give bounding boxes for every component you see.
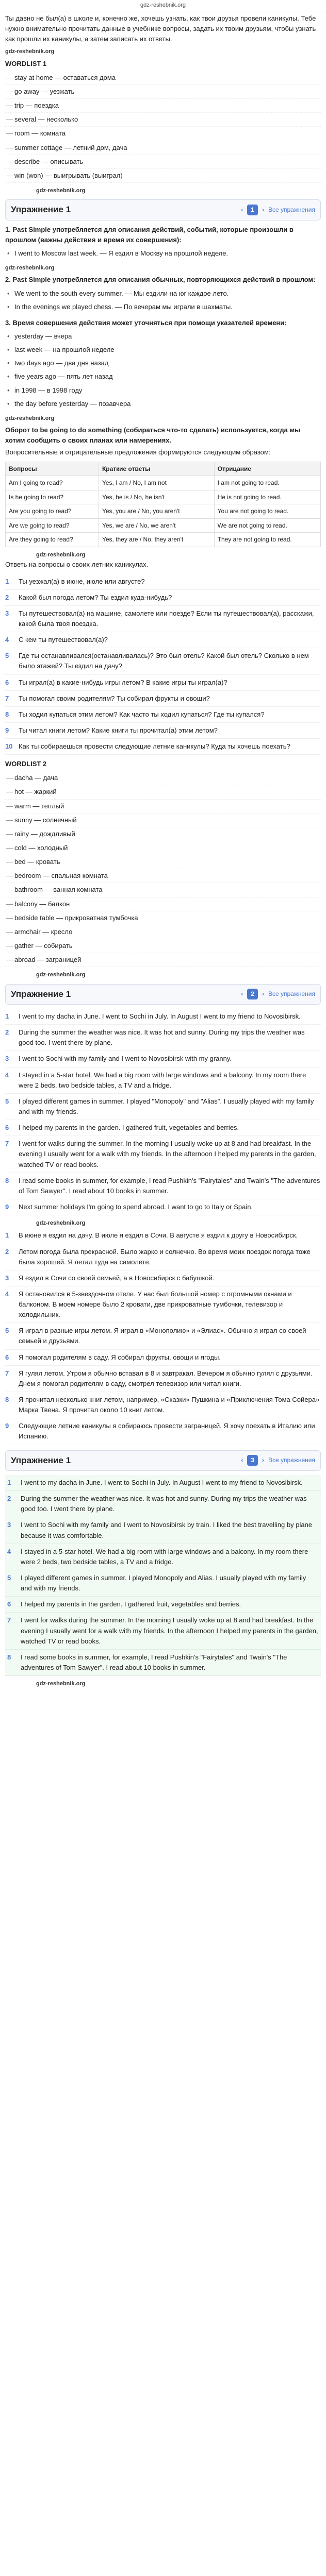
wordlist-2 [5, 771, 321, 967]
list-item: 5 I played different games in summer. I played "Monopoly" and "Alias". I usually played with my family and with my friends. [5, 1094, 321, 1120]
grammar-col-short-answers: Краткие ответы [99, 462, 214, 476]
vocab-item: — go away — уезжать [5, 85, 321, 99]
vocab-item: — abroad — заграницей [5, 953, 321, 967]
table-row [6, 533, 321, 547]
translation-text: Летом погода была прекрасной. Было жарко и солнечно. Во время моих поездок погода тоже была хорошей. Я летал туда на самолете. [19, 1247, 311, 1266]
question-text: Ты уезжал(а) в июне, июле или августе? [19, 577, 145, 585]
translation-text: Я играл в разные игры летом. Я играл в «Монополию» и «Элиас». Обычно я играл со своей семьей и друзьями. [19, 1327, 306, 1345]
rule-example: • I went to Moscow last week. — Я ездил в Москву на прошлой неделе. [5, 247, 321, 260]
vocab-item: — armchair — кресло [5, 925, 321, 939]
watermark: gdz-reshebnik.org [36, 972, 86, 978]
vocab-item: — cold — холодный [5, 841, 321, 855]
list-item: 9 Ты читал книги летом? Какие книги ты прочитал(а) этим летом? [5, 723, 321, 739]
list-item: 7 I went for walks during the summer. In the morning I usually woke up at 8 and had breakfast. In the evening I usually went for a walk with my friends. In the afternoon I helped my parents in the garden, watched TV or read books. [5, 1613, 321, 1649]
table-cell: You are not going to read. [214, 504, 320, 519]
vocab-item: — rainy — дождливый [5, 827, 321, 841]
answer-text: I went for walks during the summer. In the morning I usually woke up at 8 and had breakfast. In the evening I usually went for a walk with my friends. In the afternoon I helped my parents in the garden, watched TV or read books. [21, 1616, 318, 1645]
vocab-item: — balcony — балкон [5, 897, 321, 911]
grammar-table-header [6, 462, 321, 476]
all-exercises-link[interactable]: Все упражнения [268, 1456, 315, 1464]
translation-text: Я гулял летом. Утром я обычно вставал в 8 и завтракал. Вечером я обычно гулял с друзьями. Днем я помогал родителям в саду, смотрел телевизор или читал книги. [19, 1369, 313, 1387]
exercise-title: Упражнение 1 [11, 989, 71, 999]
question-text: Ты путешествовал(а) на машине, самолете или поезде? Если ты путешествовал(а), расскажи, какой была твоя поездка. [19, 609, 314, 628]
time-marker: • last week — на прошлой неделе [5, 343, 321, 357]
time-marker: • the day before yesterday — позавчера [5, 397, 321, 411]
list-item: 3 I went to Sochi with my family and I went to Novosibirsk with my granny. [5, 1051, 321, 1067]
vocab-item: — bedside table — прикроватная тумбочка [5, 911, 321, 925]
translations-ru-list [5, 1228, 321, 1445]
vocab-item: — hot — жаркий [5, 785, 321, 799]
vocab-item: — room — комната [5, 127, 321, 141]
exercise-title: Упражнение 1 [11, 1455, 71, 1465]
translation-text: Я остановился в 5-звездочном отеле. У нас был большой номер с огромными окнами и балконом. В моем номере было 2 кровати, две прикроватные тумбочки, телевизор и холодильник. [19, 1290, 292, 1319]
watermark: gdz-reshebnik.org [36, 1681, 86, 1687]
vocab-item: — sunny — солнечный [5, 814, 321, 827]
answer-text: I helped my parents in the garden. I gathered fruit, vegetables and berries. [21, 1600, 241, 1608]
rule-repeat-examples [5, 287, 321, 314]
table-cell: Is he going to read? [6, 490, 99, 504]
prev-arrow-icon[interactable]: ‹ [241, 206, 243, 214]
table-cell: They are not going to read. [214, 533, 320, 547]
answer-text: I stayed in a 5-star hotel. We had a big room with large windows and a balcony. In my room there were 2 beds, two bedside tables, a TV and a fridge. [19, 1071, 306, 1089]
rule-going-to-sub: Вопросительные и отрицательные предложения формируются следующим образом: [5, 448, 271, 456]
table-cell: Yes, he is / No, he isn't [99, 490, 214, 504]
list-item: 6 I helped my parents in the garden. I gathered fruit, vegetables and berries. [5, 1120, 321, 1136]
question-text: Где ты останавливался(останавливалась)? Это был отель? Какой был отель? Сколько в нем было этажей? Ты ездил на дачу? [19, 652, 309, 670]
exercise-header-1 [5, 199, 321, 220]
vocab-item: — trip — поездка [5, 99, 321, 113]
answer-text: I went to my dacha in June. I went to Sochi in July. In August I went to my friend to Novosibirsk. [21, 1478, 303, 1486]
list-item: 9 Следующие летние каникулы я собираюсь провести заграницей. Я хочу поехать в Италию или Испанию. [5, 1418, 321, 1445]
time-marker: • five years ago — пять лет назад [5, 370, 321, 383]
table-cell: Are we going to read? [6, 518, 99, 533]
translation-text: Я прочитал несколько книг летом, например, «Сказки» Пушкина и «Приключения Тома Сойера» Марка Твена. Я прочитал около 10 книг летом. [19, 1396, 320, 1414]
list-item: 4 С кем ты путешествовал(а)? [5, 632, 321, 648]
list-item: 4 I stayed in a 5-star hotel. We had a big room with large windows and a balcony. In my room there were 2 beds, two bedside tables, a TV and a fridge. [5, 1544, 321, 1570]
list-item: 5 Я играл в разные игры летом. Я играл в «Монополию» и «Элиас». Обычно я играл со своей семьей и друзьями. [5, 1323, 321, 1349]
vocab-item: — bedroom — спальная комната [5, 869, 321, 883]
list-item: 3 Ты путешествовал(а) на машине, самолете или поезде? Если ты путешествовал(а), расскажи, какой была твоя поездка. [5, 606, 321, 632]
question-text: Как ты собираешься провести следующие летние каникулы? Куда ты хочешь поехать? [19, 742, 290, 751]
exercise-header-3 [5, 1450, 321, 1471]
answer-text: I went to Sochi with my family and I went to Novosibirsk with my granny. [19, 1055, 232, 1063]
answer-text: I went to Sochi with my family and I went to Novosibirsk by train. I liked the best travelling by plane because it was comfortable. [21, 1521, 313, 1539]
questions-list [5, 574, 321, 755]
vocab-item: — several — несколько [5, 113, 321, 127]
list-item: 8 I read some books in summer, for example, I read Pushkin's "Fairytales" and Twain's "The adventures of Tom Sawyer". I read about 10 books in summer. [5, 1650, 321, 1676]
time-marker: • two days ago — два дня назад [5, 357, 321, 370]
table-cell: Yes, you are / No, you aren't [99, 504, 214, 519]
question-text: Ты ходил купаться этим летом? Как часто ты ходил купаться? Где ты купался? [19, 710, 265, 718]
exercise-number[interactable]: 2 [247, 989, 258, 999]
answers-en-repeat-list [5, 1475, 321, 1676]
rule-time-markers [5, 330, 321, 411]
rule-example: • In the evenings we played chess. — По вечерам мы играли в шахматы. [5, 300, 321, 314]
next-arrow-icon[interactable]: › [262, 1456, 264, 1464]
all-exercises-link[interactable]: Все упражнения [268, 206, 315, 214]
table-row [6, 504, 321, 519]
questions-intro: Ответь на вопросы о своих летних каникулах. [5, 561, 149, 569]
vocab-item: — bed — кровать [5, 855, 321, 869]
table-cell: Yes, I am / No, I am not [99, 476, 214, 490]
answer-text: I went for walks during the summer. In the morning I usually woke up at 8 and had breakfast. In the evening I usually went for a walk with my friends. In the afternoon I helped my parents in the garden, watched TV or read books. [19, 1140, 316, 1168]
next-arrow-icon[interactable]: › [262, 990, 264, 998]
question-text: Ты помогал своим родителям? Ты собирал фрукты и овощи? [19, 694, 210, 702]
wordlist-1-title: WORDLIST 1 [5, 59, 47, 67]
list-item: 2 Какой был погода летом? Ты ездил куда-нибудь? [5, 590, 321, 606]
wordlist-2-title: WORDLIST 2 [5, 760, 47, 768]
table-cell: Are they going to read? [6, 533, 99, 547]
list-item: 2 During the summer the weather was nice. It was hot and sunny. During my trips the weather was good too. I went there by plane. [5, 1025, 321, 1051]
grammar-col-questions: Вопросы [6, 462, 99, 476]
grammar-table [5, 462, 321, 548]
table-row [6, 476, 321, 490]
list-item: 8 Ты ходил купаться этим летом? Как часто ты ходил купаться? Где ты купался? [5, 707, 321, 723]
exercise-number[interactable]: 3 [247, 1455, 258, 1466]
list-item: 7 Ты помогал своим родителям? Ты собирал фрукты и овощи? [5, 691, 321, 707]
list-item: 8 Я прочитал несколько книг летом, например, «Сказки» Пушкина и «Приключения Тома Сойера» Марка Твена. Я прочитал около 10 книг летом. [5, 1392, 321, 1418]
translation-text: В июне я ездил на дачу. В июле я ездил в Сочи. В августе я ездил к другу в Новосибирск. [19, 1231, 298, 1240]
list-item: 4 Я остановился в 5-звездочном отеле. У нас был большой номер с огромными окнами и балконом. В моем номере было 2 кровати, две прикроватные тумбочки, телевизор и холодильник. [5, 1286, 321, 1323]
vocab-item: — gather — собирать [5, 939, 321, 953]
question-text: Какой был погода летом? Ты ездил куда-нибудь? [19, 593, 172, 601]
vocab-item: — warm — теплый [5, 800, 321, 814]
list-item: 1 В июне я ездил на дачу. В июле я ездил в Сочи. В августе я ездил к другу в Новосибирск. [5, 1228, 321, 1244]
translation-text: Я помогал родителям в саду. Я собирал фрукты, овощи и ягоды. [19, 1353, 221, 1361]
rule-past-simple-head: 1. Past Simple употребляется для описания действий, событий, которые произошли в прошлом (важны действия и время их совершения): [5, 225, 294, 244]
rule-going-to-head: Оборот to be going to do something (собираться что-то сделать) используется, когда мы хотим сообщить о своих планах или намерениях. [5, 426, 301, 445]
exercise-nav [241, 205, 315, 215]
rule-repeat-head: 2. Past Simple употребляется для описания обычных, повторяющихся действий в прошлом: [5, 276, 316, 284]
answer-text: I read some books in summer, for example, I read Pushkin's "Fairytales" and Twain's "The adventures of Tom Sawyer". I read about 10 books in summer. [21, 1653, 287, 1671]
watermark: gdz-reshebnik.org [5, 48, 55, 55]
list-item: 7 I went for walks during the summer. In the morning I usually woke up at 8 and had breakfast. In the evening I usually went for a walk with my friends. In the afternoon I helped my parents in the garden, watched TV or read books. [5, 1136, 321, 1173]
list-item: 4 I stayed in a 5-star hotel. We had a big room with large windows and a balcony. In my room there were 2 beds, two bedside tables, a TV and a fridge. [5, 1067, 321, 1094]
question-text: С кем ты путешествовал(а)? [19, 636, 108, 644]
time-marker: • yesterday — вчера [5, 330, 321, 343]
watermark: gdz-reshebnik.org [36, 552, 86, 558]
answer-text: I read some books in summer, for example, I read Pushkin's "Fairytales" and Twain's "The adventures of Tom Sawyer". I read about 10 books in summer. [19, 1176, 320, 1195]
answer-text: During the summer the weather was nice. It was hot and sunny. During my trips the weather was good too. I went there by plane. [21, 1495, 307, 1513]
vocab-item: — describe — описывать [5, 155, 321, 169]
list-item: 6 I helped my parents in the garden. I gathered fruit, vegetables and berries. [5, 1597, 321, 1613]
answer-text: During the summer the weather was nice. It was hot and sunny. During my trips the weather was good too. I went there by plane. [19, 1028, 305, 1047]
list-item: 1 Ты уезжал(а) в июне, июле или августе? [5, 574, 321, 590]
rule-time-head: 3. Время совершения действия может уточняться при помощи указателей времени: [5, 318, 287, 327]
table-cell: Yes, we are / No, we aren't [99, 518, 214, 533]
list-item: 1 I went to my dacha in June. I went to Sochi in July. In August I went to my friend to Novosibirsk. [5, 1475, 321, 1491]
list-item: 10 Как ты собираешься провести следующие летние каникулы? Куда ты хочешь поехать? [5, 739, 321, 755]
exercise-nav [241, 1455, 315, 1466]
vocab-item: — dacha — дача [5, 771, 321, 785]
table-cell: Are you going to read? [6, 504, 99, 519]
watermark: gdz-reshebnik.org [36, 1220, 86, 1227]
wordlist-1 [5, 71, 321, 183]
list-item: 5 Где ты останавливался(останавливалась)? Это был отель? Какой был отель? Сколько в нем было этажей? Ты ездил на дачу? [5, 648, 321, 674]
site-host[interactable]: gdz-reshebnik.org [0, 0, 326, 11]
question-text: Ты играл(а) в какие-нибудь игры летом? В какие игры ты играл(а)? [19, 678, 227, 686]
list-item: 6 Ты играл(а) в какие-нибудь игры летом? В какие игры ты играл(а)? [5, 675, 321, 691]
watermark: gdz-reshebnik.org [5, 415, 55, 421]
intro-text: Ты давно не был(а) в школе и, конечно же, хочешь узнать, как твои друзья провели каникулы. Тебе нужно внимательно прочитать данные в учебнике вопросы, задать их твоим друзьям, чтобы узнать как прошли их каникулы, а затем записать их ответы. [5, 14, 316, 43]
answer-text: I played different games in summer. I played "Monopoly" and "Alias". I usually played with my family and with my friends. [19, 1097, 314, 1115]
table-row [6, 518, 321, 533]
answer-text: Next summer holidays I'm going to spend abroad. I want to go to Italy or Spain. [19, 1202, 253, 1211]
grammar-col-negative: Отрицание [214, 462, 320, 476]
answer-text: I stayed in a 5-star hotel. We had a big room with large windows and a balcony. In my room there were 2 beds, two bedside tables, a TV and a fridge. [21, 1547, 308, 1566]
exercise-header-2 [5, 984, 321, 1005]
prev-arrow-icon[interactable]: ‹ [241, 1456, 243, 1464]
rule-example: • We went to the south every summer. — Мы ездили на юг каждое лето. [5, 287, 321, 300]
exercise-number[interactable]: 1 [247, 205, 258, 215]
list-item: 6 Я помогал родителям в саду. Я собирал фрукты, овощи и ягоды. [5, 1350, 321, 1366]
exercise-title: Упражнение 1 [11, 205, 71, 215]
vocab-item: — win (won) — выигрывать (выиграл) [5, 169, 321, 183]
prev-arrow-icon[interactable]: ‹ [241, 990, 243, 998]
list-item: 5 I played different games in summer. I played Monopoly and Alias. I usually played with my family and with my friends. [5, 1570, 321, 1597]
answer-text: I helped my parents in the garden. I gathered fruit, vegetables and berries. [19, 1124, 239, 1132]
table-cell: We are not going to read. [214, 518, 320, 533]
table-cell: Am I going to read? [6, 476, 99, 490]
table-row [6, 490, 321, 504]
answers-en-list [5, 1009, 321, 1215]
vocab-item: — stay at home — оставаться дома [5, 71, 321, 85]
rule-past-simple-examples [5, 247, 321, 260]
list-item: 2 Летом погода была прекрасной. Было жарко и солнечно. Во время моих поездок погода тоже была хорошей. Я летал туда на самолете. [5, 1244, 321, 1270]
list-item: 7 Я гулял летом. Утром я обычно вставал в 8 и завтракал. Вечером я обычно гулял с друзьями. Днем я помогал родителям в саду, смотрел телевизор или читал книги. [5, 1366, 321, 1392]
time-marker: • in 1998 — в 1998 году [5, 384, 321, 397]
list-item: 8 I read some books in summer, for example, I read Pushkin's "Fairytales" and Twain's "The adventures of Tom Sawyer". I read about 10 books in summer. [5, 1173, 321, 1199]
table-cell: He is not going to read. [214, 490, 320, 504]
table-cell: I am not going to read. [214, 476, 320, 490]
watermark: gdz-reshebnik.org [5, 265, 55, 272]
vocab-item: — summer cottage — летний дом, дача [5, 141, 321, 155]
list-item: 2 During the summer the weather was nice. It was hot and sunny. During my trips the weather was good too. I went there by plane. [5, 1491, 321, 1517]
answer-text: I went to my dacha in June. I went to Sochi in July. In August I went to my friend to Novosibirsk. [19, 1012, 301, 1020]
watermark: gdz-reshebnik.org [36, 188, 86, 194]
translation-text: Я ездил в Сочи со своей семьей, а в Новосибирск с бабушкой. [19, 1274, 215, 1282]
question-text: Ты читал книги летом? Какие книги ты прочитал(а) этим летом? [19, 726, 218, 734]
all-exercises-link[interactable]: Все упражнения [268, 990, 315, 998]
translation-text: Следующие летние каникулы я собираюсь провести заграницей. Я хочу поехать в Италию или Испанию. [19, 1422, 315, 1440]
table-cell: Yes, they are / No, they aren't [99, 533, 214, 547]
vocab-item: — bathroom — ванная комната [5, 883, 321, 897]
exercise-nav [241, 989, 315, 999]
next-arrow-icon[interactable]: › [262, 206, 264, 214]
list-item: 1 I went to my dacha in June. I went to Sochi in July. In August I went to my friend to Novosibirsk. [5, 1009, 321, 1025]
list-item: 9 Next summer holidays I'm going to spend abroad. I want to go to Italy or Spain. [5, 1199, 321, 1215]
list-item: 3 Я ездил в Сочи со своей семьей, а в Новосибирск с бабушкой. [5, 1270, 321, 1286]
list-item: 3 I went to Sochi with my family and I went to Novosibirsk by train. I liked the best travelling by plane because it was comfortable. [5, 1517, 321, 1544]
answer-text: I played different games in summer. I played Monopoly and Alias. I usually played with my family and with my friends. [21, 1573, 306, 1592]
